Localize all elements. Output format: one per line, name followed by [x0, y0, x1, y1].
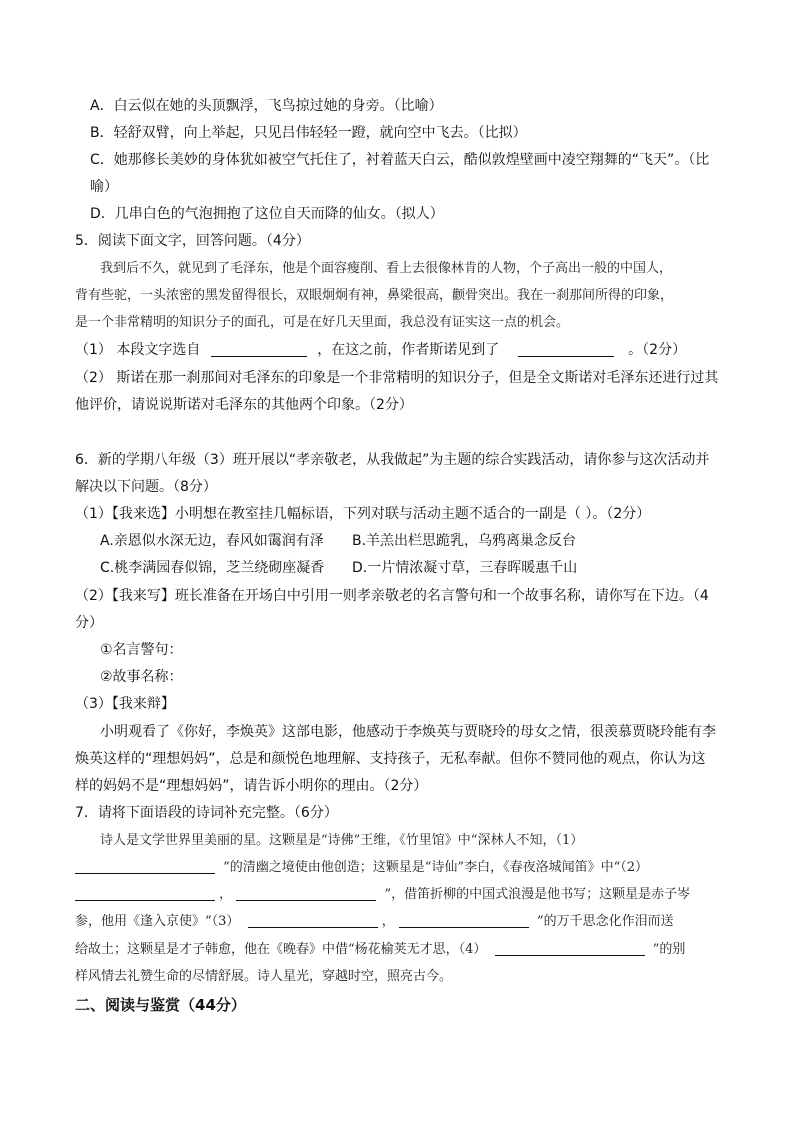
q7-line-2	[75, 858, 648, 878]
q6-sub3-line-2: 焕英这样的“理想妈妈”，总是和颜悦色地理解、支持孩子，无私奉献。但你不赞同他的观点，你认为这	[75, 751, 706, 767]
answer-blank[interactable]	[236, 886, 376, 901]
q4-option-d: D．几串白色的气泡拥抱了这位自天而降的仙女。（拟人）	[90, 206, 444, 222]
q6-sub3: （3）【我来辩】	[75, 696, 175, 712]
q7-line-3	[75, 885, 690, 905]
q5-sub1-text-c: 。（2分）	[628, 342, 687, 358]
q4-option-a: A．白云似在她的头顶飘浮，飞鸟掠过她的身旁。（比喻）	[90, 98, 443, 114]
q7-line-2-text: ”的清幽之境使由他创造；这颗星是“诗仙”李白，《春夜洛城闻笛》中“（2）	[223, 860, 648, 875]
q6-option-d: D.一片情浓凝寸草，三春晖暖惠千山	[352, 560, 578, 576]
answer-blank[interactable]	[495, 941, 645, 956]
q7-line-5	[75, 940, 685, 960]
q6-option-b: B.羊羔出栏思跪乳，乌鸦离巢念反台	[352, 533, 577, 549]
answer-blank[interactable]	[75, 859, 215, 874]
q5-title: 5．阅读下面文字，回答问题。（4分）	[75, 233, 310, 249]
q6-story-label: ②故事名称：	[100, 669, 183, 685]
q5-sub2-line-2: 他评价，请说说斯诺对毛泽东的其他两个印象。（2分）	[75, 397, 413, 413]
q7-title: 7．请将下面语段的诗词补充完整。（6分）	[75, 805, 338, 821]
q7-line-4	[75, 912, 674, 932]
q4-option-b: B．轻舒双臂，向上举起，只见吕伟轻轻一蹬，就向空中飞去。（比拟）	[90, 125, 527, 141]
q7-line-1: 诗人是文学世界里美丽的星。这颗星是“诗佛”王维，《竹里馆》中“深林人不知，（1）	[100, 833, 584, 848]
q5-passage-line-2: 背有些驼，一头浓密的黑发留得很长，双眼炯炯有神，鼻梁很高，颧骨突出。我在一刹那间所得的印象，	[75, 288, 674, 303]
answer-blank[interactable]	[248, 913, 378, 928]
q7-line-5-text-a: 给故土；这颗星是才子韩愈，他在《晚春》中借“杨花榆荚无才思，（4）	[75, 942, 487, 957]
q6-sub1: （1）【我来选】小明想在教室挂几幅标语，下列对联与活动主题不适合的一副是（ ）。（2分）	[75, 506, 651, 522]
q6-motto-label: ①名言警句：	[100, 642, 183, 658]
q5-sub1-text-a: （1） 本段文字选自	[75, 342, 201, 358]
q7-line-4-text-a: 参，他用《逢入京使》“（3）	[75, 914, 240, 929]
q4-option-c: C．她那修长美妙的身体犹如被空气托住了，衬着蓝天白云，酷似敦煌壁画中凌空翔舞的“飞天”。（比	[90, 152, 710, 168]
q4-option-c-cont: 喻）	[90, 179, 118, 195]
q6-sub3-line-3: 样的妈妈不是“理想妈妈”，请告诉小明你的理由。（2分）	[75, 778, 428, 794]
q6-sub2-line-1: （2）【我来写】班长准备在开场白中引用一则孝亲敬老的名言警句和一个故事名称，请你写在下边。（4	[75, 588, 709, 604]
q6-title-line-1: 6．新的学期八年级（3）班开展以“孝亲敬老，从我做起”为主题的综合实践活动，请你参与这次活动并	[75, 452, 710, 468]
q6-title-line-2: 解决以下问题。（8分）	[75, 479, 217, 495]
q5-passage-line-3: 是一个非常精明的知识分子的面孔，可是在好几天里面，我总没有证实这一点的机会。	[75, 315, 570, 330]
q5-passage-line-1: 我到后不久，就见到了毛泽东，他是个面容瘦削、看上去很像林肯的人物，个子高出一般的中国人，	[100, 261, 673, 276]
q6-option-c: C.桃李满园春似锦，芝兰绕砌座凝香	[100, 560, 325, 576]
q7-line-3-comma: ，	[219, 887, 233, 902]
q5-sub1-text-b: ，在这之前，作者斯诺见到了	[317, 342, 500, 358]
q7-line-5-text-b: ”的别	[652, 942, 686, 957]
q7-line-4-comma: ，	[381, 914, 395, 929]
q7-line-4-text-c: ”的万千思念化作泪而送	[537, 914, 674, 929]
answer-blank[interactable]	[75, 886, 215, 901]
q6-option-a: A.亲恩似水深无边，春风如霭润有泽	[100, 533, 324, 549]
q6-sub3-line-1: 小明观看了《你好，李焕英》这部电影，他感动于李焕英与贾晓玲的母女之情，很羡慕贾晓玲能有李	[100, 724, 716, 740]
q7-line-3-text: ”，借笛折柳的中国式浪漫是他书写；这颗星是赤子岑	[384, 887, 691, 902]
answer-blank[interactable]	[211, 342, 307, 357]
answer-blank[interactable]	[399, 913, 529, 928]
q5-sub1	[75, 340, 686, 360]
q6-sub2-line-2: 分）	[75, 615, 103, 631]
q7-line-6: 样风情去礼赞生命的尽情舒展。诗人星光，穿越时空，照亮古今。	[75, 969, 453, 984]
section-heading: 二、阅读与鉴赏（44分）	[75, 996, 246, 1014]
q5-sub2-line-1: （2） 斯诺在那一刹那间对毛泽东的印象是一个非常精明的知识分子，但是全文斯诺对毛泽东还进行过其	[75, 370, 719, 386]
answer-blank[interactable]	[518, 342, 614, 357]
